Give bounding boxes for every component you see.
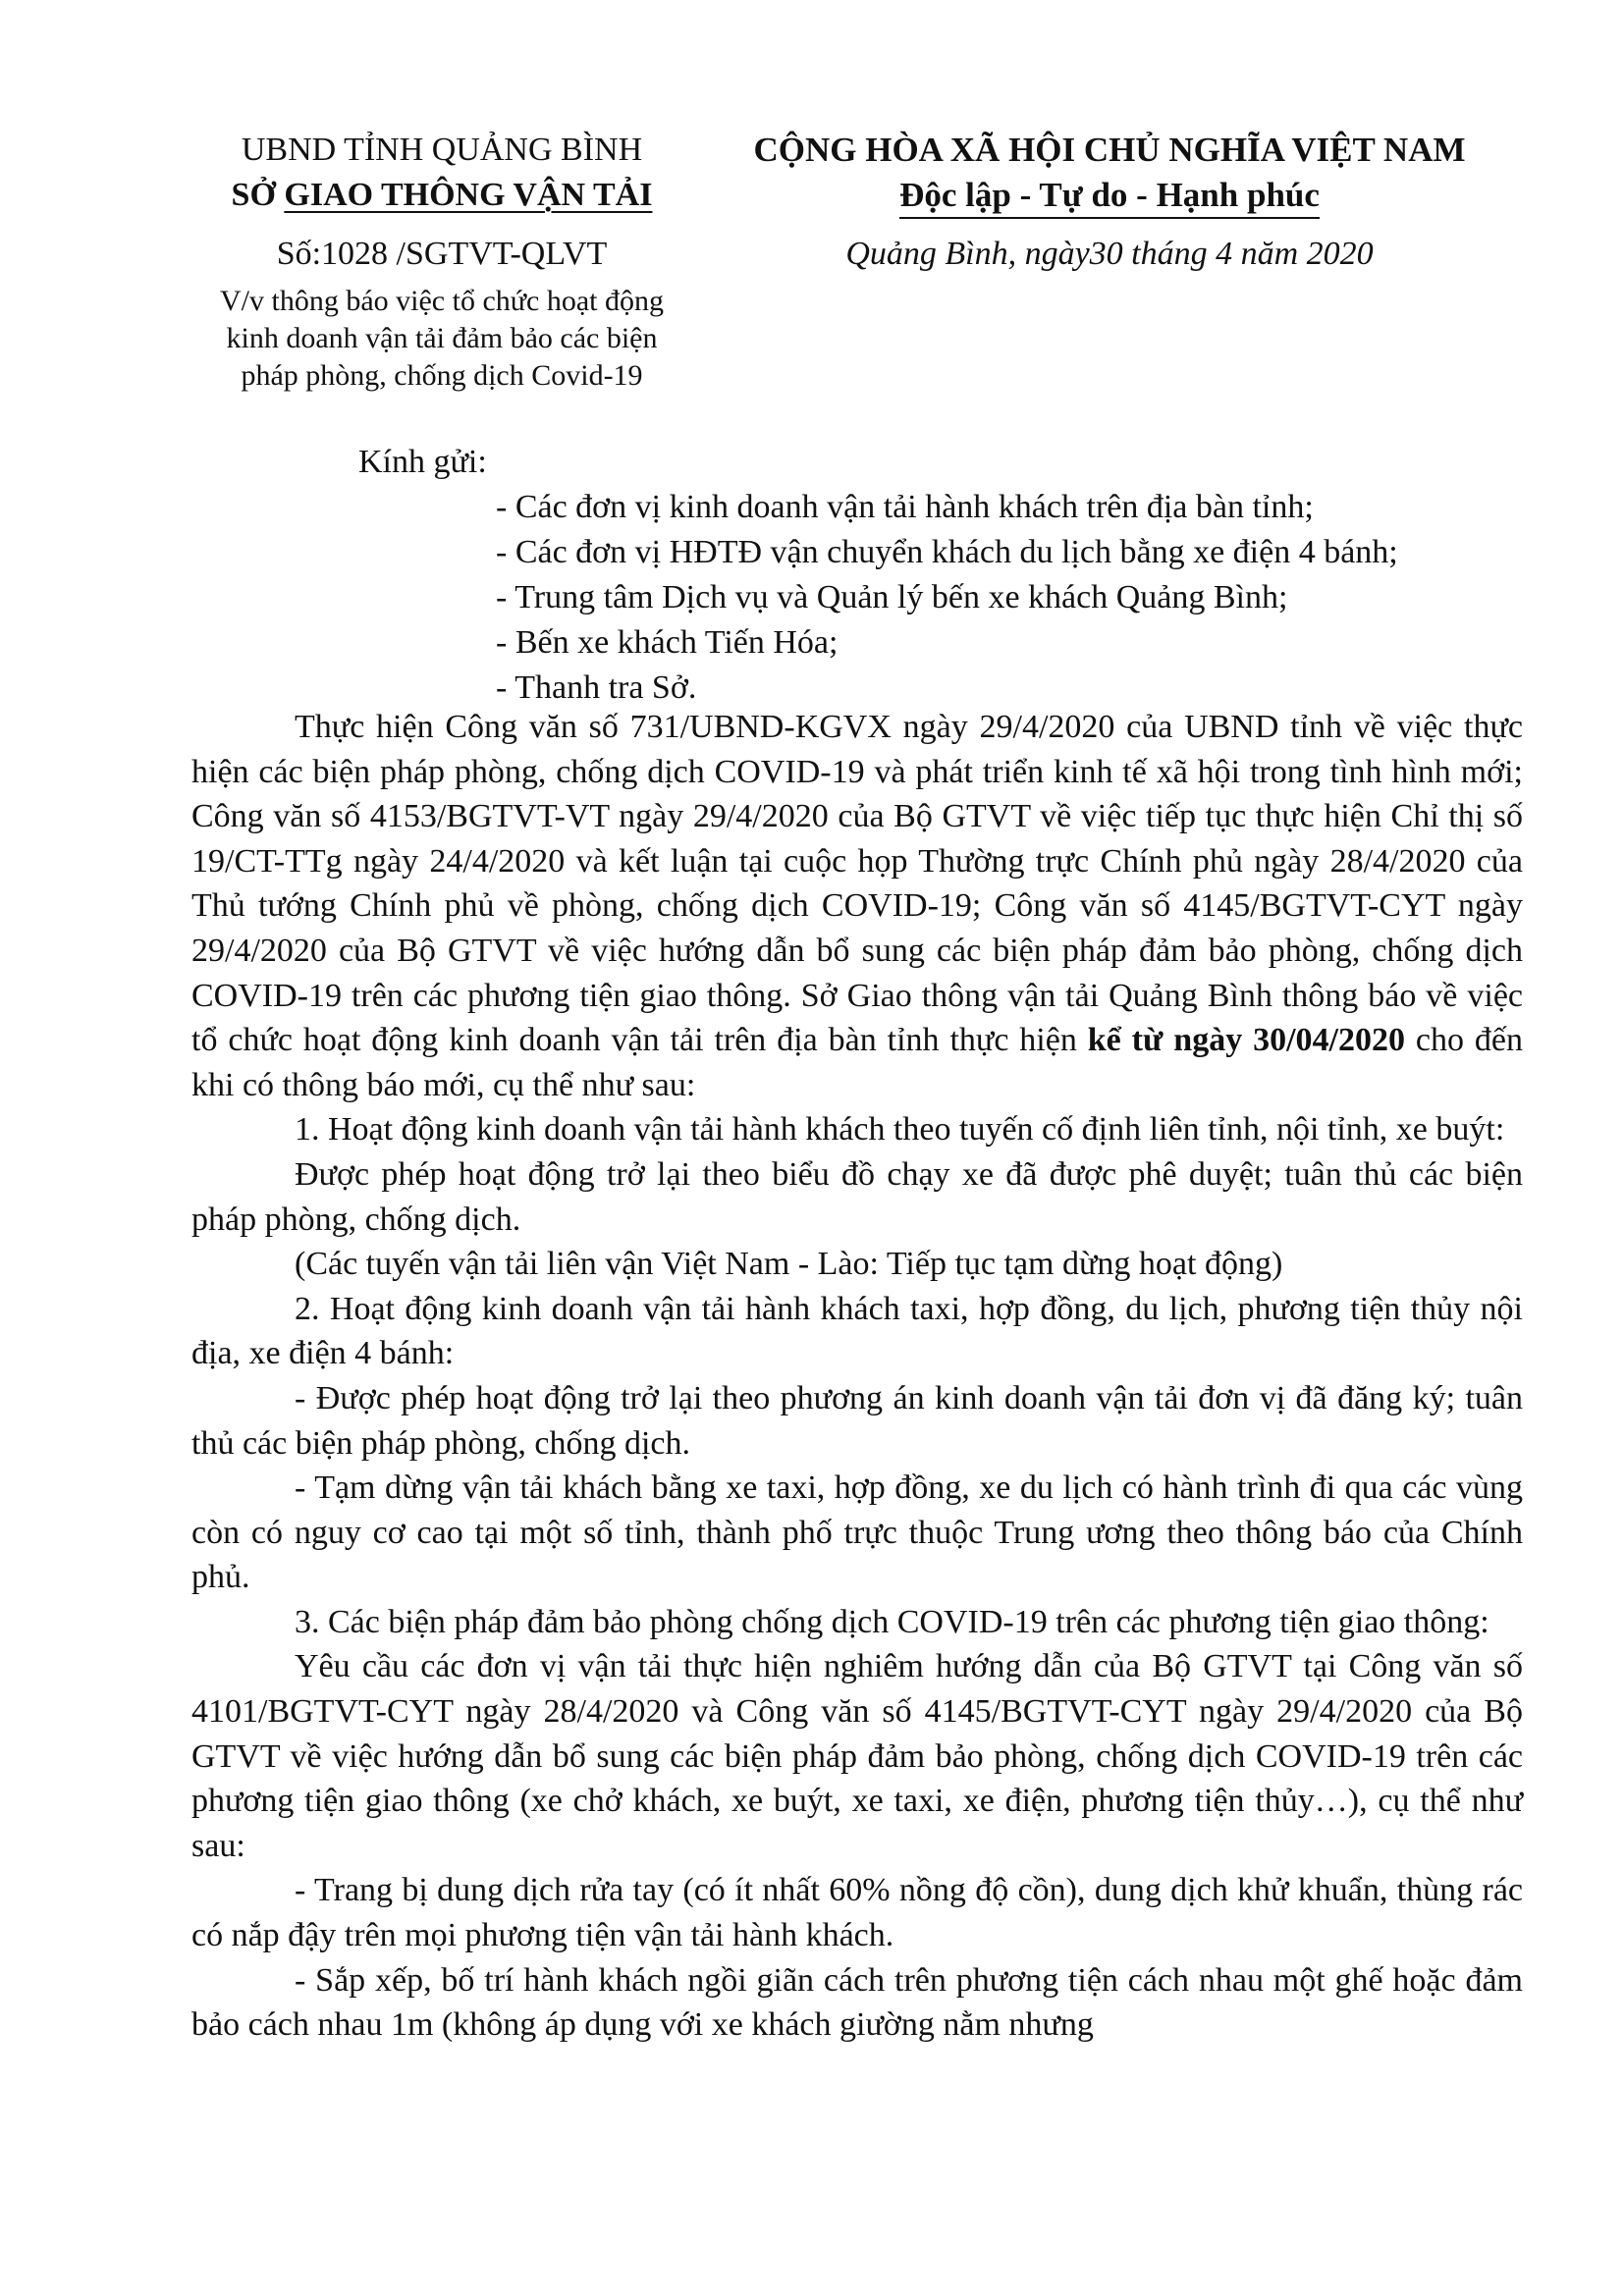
agency-name: UBND TỈNH QUẢNG BÌNH — [241, 132, 643, 168]
intro-text: Thực hiện Công văn số 731/UBND-KGVX ngày 29/4/2020 của UBND tỉnh về việc thực hiện các biện pháp phòng, chống dịch COVID-19 và phát triển kinh tế xã hội trong tình hình mới; Công văn số 4153/BGTVT-VT ngày 29/4/2020 của Bộ GTVT về việc tiếp tục thực hiện Chỉ thị số 19/CT-TTg ngày 24/4/2020 và kết luận tại cuộc họp Thường trực Chính phủ ngày 28/4/2020 của Thủ tướng Chính phủ về phòng, chống dịch COVID-19; Công văn số 4145/BGTVT-CYT ngày 29/4/2020 của Bộ GTVT về việc hướng dẫn bổ sung các biện pháp đảm bảo phòng, chống dịch COVID-19 trên các phương tiện giao thông. Sở Giao thông vận tải Quảng Bình thông báo về việc tổ chức hoạt động kinh doanh vận tải trên địa bàn tỉnh thực hiện — [191, 709, 1523, 1059]
section-3-paragraph: - Sắp xếp, bố trí hành khách ngồi giãn cách trên phương tiện cách nhau một ghế hoặc đảm bảo cách nhau 1m (không áp dụng với xe khách giường nằm nhưng — [191, 1961, 1523, 2044]
document-subject — [167, 283, 717, 395]
issuing-authority-block — [167, 128, 717, 395]
section-1-note: (Các tuyến vận tải liên vận Việt Nam - Lào: Tiếp tục tạm dừng hoạt động) — [295, 1246, 1283, 1283]
document-number: Số:1028 /SGTVT-QLVT — [276, 236, 608, 272]
national-motto-text: Độc lập - Tự do - Hạnh phúc — [899, 176, 1320, 219]
place-and-date: Quảng Bình, ngày30 tháng 4 năm 2020 — [845, 236, 1374, 272]
national-motto — [727, 173, 1492, 218]
section-2-paragraph: - Tạm dừng vận tải khách bằng xe taxi, hợp đồng, xe du lịch có hành trình đi qua các vùng còn có nguy cơ cao tại một số tỉnh, thành phố trực thuộc Trung ương theo thông báo của Chính phủ. — [191, 1469, 1523, 1596]
recipients-title: Kính gửi: — [358, 444, 487, 480]
department-name-underlined: GIAO THÔNG VẬN TẢI — [284, 177, 653, 213]
recipient-item: - Các đơn vị HĐTĐ vận chuyển khách du lịch bằng xe điện 4 bánh; — [496, 534, 1398, 570]
department-prefix: SỞ — [231, 177, 285, 213]
recipient-item: - Bến xe khách Tiến Hóa; — [496, 624, 839, 661]
section-3-paragraph: Yêu cầu các đơn vị vận tải thực hiện nghiêm hướng dẫn của Bộ GTVT tại Công văn số 4101/BGTVT-CYT ngày 28/4/2020 và Công văn số 4145/BGTVT-CYT ngày 29/4/2020 của Bộ GTVT về việc hướng dẫn bổ sung các biện pháp đảm bảo phòng, chống dịch COVID-19 trên các phương tiện giao thông (xe chở khách, xe buýt, xe taxi, xe điện, phương tiện thủy…), cụ thể như sau: — [191, 1648, 1523, 1864]
recipient-item: - Các đơn vị kinh doanh vận tải hành khách trên địa bàn tỉnh; — [496, 489, 1314, 525]
intro-text-end: cho đến khi có thông báo mới, cụ thể như sau: — [191, 1022, 1524, 1103]
subject-line: kinh doanh vận tải đảm bảo các biện — [226, 322, 658, 354]
recipients-block — [358, 440, 1537, 711]
subject-line: pháp phòng, chống dịch Covid-19 — [241, 359, 643, 392]
recipient-item: - Thanh tra Sở. — [496, 669, 697, 706]
recipient-item: - Trung tâm Dịch vụ và Quản lý bến xe khách Quảng Bình; — [496, 579, 1288, 615]
national-header-block — [727, 128, 1492, 277]
section-3-paragraph: - Trang bị dung dịch rửa tay (có ít nhất 60% nồng độ cồn), dung dịch khử khuẩn, thùng rác có nắp đậy trên mọi phương tiện vận tải hành khách. — [191, 1872, 1523, 1954]
national-title: CỘNG HÒA XÃ HỘI CHỦ NGHĨA VIỆT NAM — [753, 131, 1466, 169]
section-2-title: 2. Hoạt động kinh doanh vận tải hành khách taxi, hợp đồng, du lịch, phương tiện thủy nội địa, xe điện 4 bánh: — [191, 1290, 1523, 1372]
section-1-title: 1. Hoạt động kinh doanh vận tải hành khách theo tuyến cố định liên tỉnh, nội tỉnh, xe buýt: — [295, 1111, 1505, 1148]
intro-paragraph — [191, 705, 1523, 1107]
section-1-paragraph: Được phép hoạt động trở lại theo biểu đồ chạy xe đã được phê duyệt; tuân thủ các biện pháp phòng, chống dịch. — [191, 1155, 1523, 1238]
department-name — [167, 173, 717, 218]
effective-date-emphasis: kể từ ngày 30/04/2020 — [1087, 1022, 1406, 1059]
document-body — [191, 705, 1523, 2048]
section-3-title: 3. Các biện pháp đảm bảo phòng chống dịch COVID-19 trên các phương tiện giao thông: — [295, 1603, 1489, 1640]
subject-line: V/v thông báo việc tổ chức hoạt động — [220, 285, 664, 317]
section-2-paragraph: - Được phép hoạt động trở lại theo phương án kinh doanh vận tải đơn vị đã đăng ký; tuân thủ các biện pháp phòng, chống dịch. — [191, 1379, 1523, 1462]
